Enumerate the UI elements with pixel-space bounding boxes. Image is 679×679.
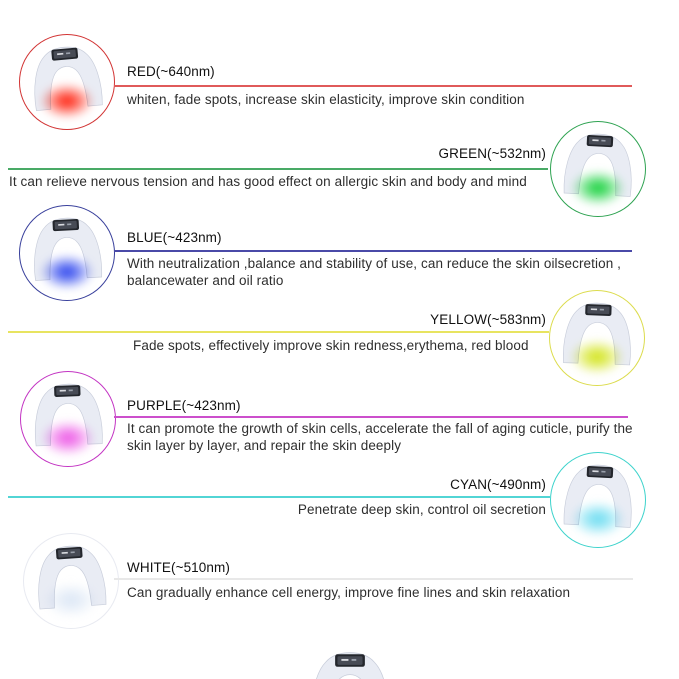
led-device-icon bbox=[24, 212, 111, 299]
led-device-icon bbox=[25, 379, 111, 465]
led-device-icon bbox=[27, 540, 114, 615]
device-photo-yellow bbox=[549, 290, 645, 386]
description-purple bbox=[127, 420, 633, 454]
wavelength-label-purple: PURPLE(~423nm) bbox=[127, 398, 241, 413]
blue-light-glow bbox=[32, 249, 102, 295]
led-device-icon bbox=[22, 40, 112, 130]
led-device-icon bbox=[555, 128, 642, 215]
description-line: balancewater and oil ratio bbox=[127, 273, 284, 288]
led-device-icon bbox=[303, 648, 397, 679]
description-yellow bbox=[133, 337, 529, 354]
wavelength-label-green: GREEN(~532nm) bbox=[438, 146, 546, 161]
red-light-glow bbox=[32, 78, 102, 124]
description-line: Fade spots, effectively improve skin redness,erythema, red blood bbox=[133, 338, 529, 353]
divider-line-yellow bbox=[8, 331, 549, 333]
partial-device-photo bbox=[303, 648, 397, 679]
wavelength-label-yellow: YELLOW(~583nm) bbox=[430, 312, 546, 327]
green-light-glow bbox=[563, 165, 633, 211]
yellow-light-glow bbox=[562, 334, 632, 380]
device-photo-blue bbox=[19, 205, 115, 301]
wavelength-label-cyan: CYAN(~490nm) bbox=[450, 477, 546, 492]
device-photo-white bbox=[23, 533, 119, 629]
description-line: It can promote the growth of skin cells, accelerate the fall of aging cuticle, purify the bbox=[127, 421, 633, 436]
divider-line-purple bbox=[114, 416, 628, 418]
led-device-icon bbox=[555, 459, 642, 546]
description-white bbox=[127, 584, 570, 601]
led-device-icon bbox=[22, 40, 110, 116]
description-line: It can relieve nervous tension and has good effect on allergic skin and body and mind bbox=[9, 174, 527, 189]
device-photo-green bbox=[550, 121, 646, 217]
divider-line-red bbox=[114, 85, 632, 87]
led-device-icon bbox=[24, 212, 110, 285]
led-device-icon bbox=[27, 540, 115, 628]
purple-light-glow bbox=[33, 415, 103, 461]
divider-line-blue bbox=[114, 250, 632, 252]
divider-line-cyan bbox=[8, 496, 550, 498]
description-green bbox=[9, 173, 527, 190]
white-light-glow bbox=[36, 577, 106, 623]
divider-line-white bbox=[114, 578, 633, 580]
led-device-icon bbox=[554, 298, 640, 384]
cyan-light-glow bbox=[563, 496, 633, 542]
description-blue bbox=[127, 255, 621, 289]
led-device-icon bbox=[555, 459, 641, 532]
description-line: Penetrate deep skin, control oil secretion bbox=[297, 502, 546, 517]
led-device-icon bbox=[555, 128, 641, 201]
description-cyan bbox=[246, 501, 546, 518]
device-photo-cyan bbox=[550, 452, 646, 548]
description-line: Can gradually enhance cell energy, improve fine lines and skin relaxation bbox=[127, 585, 571, 600]
description-red bbox=[127, 91, 524, 108]
led-device-icon bbox=[555, 298, 640, 370]
wavelength-label-red: RED(~640nm) bbox=[127, 64, 215, 79]
device-photo-red bbox=[19, 34, 115, 130]
divider-line-green bbox=[8, 168, 548, 170]
wavelength-label-blue: BLUE(~423nm) bbox=[127, 230, 222, 245]
description-line: With neutralization ,balance and stability of use, can reduce the skin oilsecretion , bbox=[127, 256, 622, 271]
device-photo-purple bbox=[20, 371, 116, 467]
description-line: whiten, fade spots, increase skin elasticity, improve skin condition bbox=[127, 92, 525, 107]
description-line: skin layer by layer, and repair the skin deeply bbox=[127, 438, 402, 453]
led-device-icon bbox=[25, 379, 110, 451]
wavelength-label-white: WHITE(~510nm) bbox=[127, 560, 230, 575]
